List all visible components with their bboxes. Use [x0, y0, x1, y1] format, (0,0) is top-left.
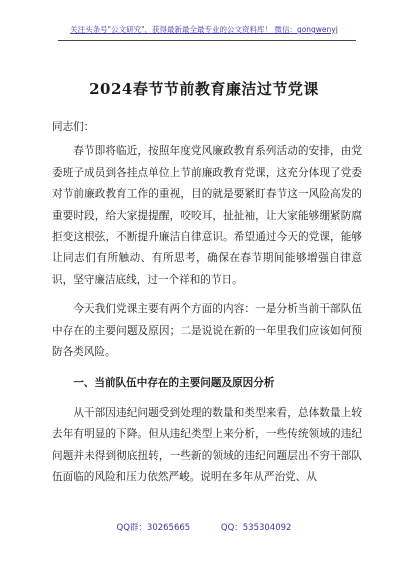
- footer-qq: QQ：535304092: [220, 523, 292, 533]
- body-paragraph-2: 今天我们党课主要有两个方面的内容：一是分析当前干部队伍中存在的主要问题及原因；二是说说在新的一年里我们应该如何预防各类风险。: [52, 303, 362, 359]
- body-paragraph-1: 春节即将临近，按照年度党风廉政教育系列活动的安排，由党委班子成员到各挂点单位上节前廉政教育党课，这充分体现了党委对节前廉政教育工作的重视，目的就是要紧盯春节这一风险高发的重要时段，给大家提提醒，咬咬耳，扯扯袖，让大家能够绷紧防腐拒变这根弦，不断提升廉洁自律意识。希望通过今天的党课，能够让同志们有所触动、有所思考，确保在春节期间能够增强自律意识，坚守廉洁底线，过一个祥和的节日。: [52, 145, 362, 286]
- salutation: 同志们：: [52, 121, 95, 133]
- section-paragraph: 从干部因违纪问题受到处理的数量和类型来看，总体数量上较去年有明显的下降。但从违纪类型上来分析，一些传统领域的违纪问题并未得到彻底扭转，一些新的领域的违纪问题层出不穷干部队伍面临的风险和压力依然严峻。说明在多年从严治党、从: [52, 406, 362, 484]
- footer-contact: [0, 521, 408, 533]
- document-title: 2024春节节前教育廉洁过节党课: [89, 80, 319, 98]
- document-body: [52, 117, 362, 489]
- section-heading: 一、当前队伍中存在的主要问题及原因分析: [73, 377, 275, 390]
- header-divider: [58, 40, 356, 41]
- header-promo-link[interactable]: 关注头条号"公文研究"，获得最新最全最专业的公文资料库！ 微信：gongwenyj: [70, 25, 338, 34]
- footer-qq-group: QQ群：30265665: [116, 523, 191, 533]
